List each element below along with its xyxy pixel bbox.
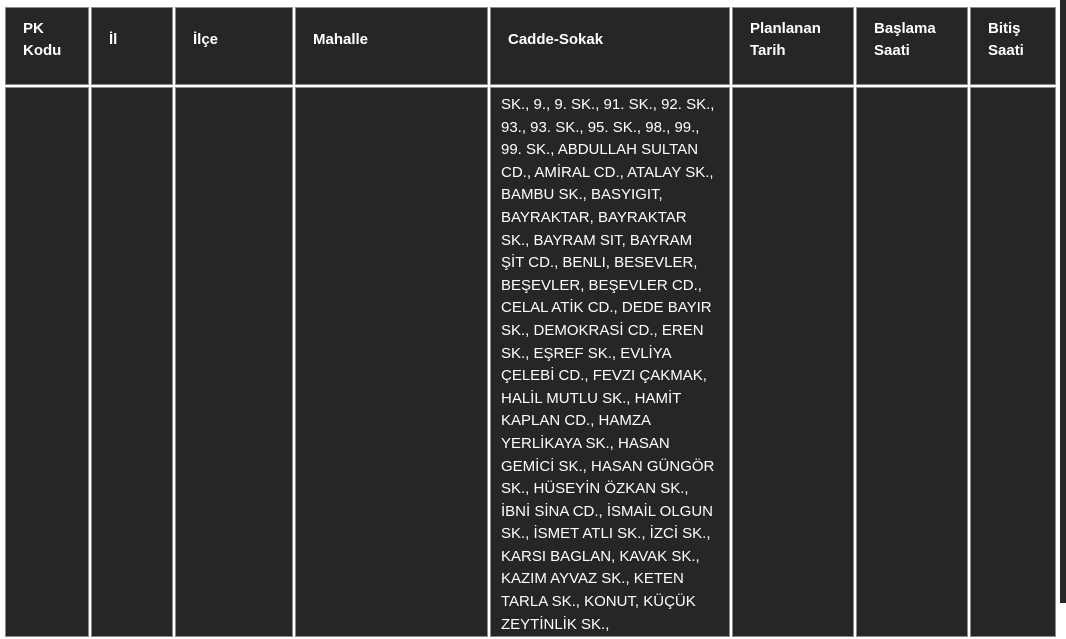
header-bitis-saati: Bitiş Saati (970, 7, 1056, 85)
cell-ilce (175, 87, 293, 637)
header-baslama-saati: Başlama Saati (856, 7, 968, 85)
header-mahalle: Mahalle (295, 7, 488, 85)
header-planlanan-tarih: Planlanan Tarih (732, 7, 854, 85)
outage-table-container (3, 5, 1058, 639)
header-ilce: İlçe (175, 7, 293, 85)
table-header-row (5, 7, 1056, 85)
cell-planlanan-tarih (732, 87, 854, 637)
header-il: İl (91, 7, 173, 85)
header-cadde-sokak: Cadde-Sokak (490, 7, 730, 85)
cell-baslama-saati (856, 87, 968, 637)
outage-schedule-table (3, 5, 1058, 639)
page-edge-strip (1060, 0, 1066, 603)
cell-pk-kodu (5, 87, 89, 637)
cell-il (91, 87, 173, 637)
cell-bitis-saati (970, 87, 1056, 637)
cell-mahalle (295, 87, 488, 637)
cell-cadde-sokak: SK., 9., 9. SK., 91. SK., 92. SK., 93., 93. SK., 95. SK., 98., 99., 99. SK., ABDULLAH SULTAN CD., AMİRAL CD., ATALAY SK., BAMBU SK., BASYIGIT, BAYRAKTAR, BAYRAKTAR SK., BAYRAM SIT, BAYRAM ŞİT CD., BENLI, BESEVLER, BEŞEVLER, BEŞEVLER CD., CELAL ATİK CD., DEDE BAYIR SK., DEMOKRASİ CD., EREN SK., EŞREF SK., EVLİYA ÇELEBİ CD., FEVZI ÇAKMAK, HALİL MUTLU SK., HAMİT KAPLAN CD., HAMZA YERLİKAYA SK., HASAN GEMİCİ SK., HASAN GÜNGÖR SK., HÜSEYİN ÖZKAN SK., İBNİ SİNA CD., İSMAİL OLGUN SK., İSMET ATLI SK., İZCİ SK., KARSI BAGLAN, KAVAK SK., KAZIM AYVAZ SK., KETEN TARLA SK., KONUT, KÜÇÜK ZEYTİNLİK SK., (490, 87, 730, 637)
header-pk-kodu: PK Kodu (5, 7, 89, 85)
table-row (5, 87, 1056, 637)
